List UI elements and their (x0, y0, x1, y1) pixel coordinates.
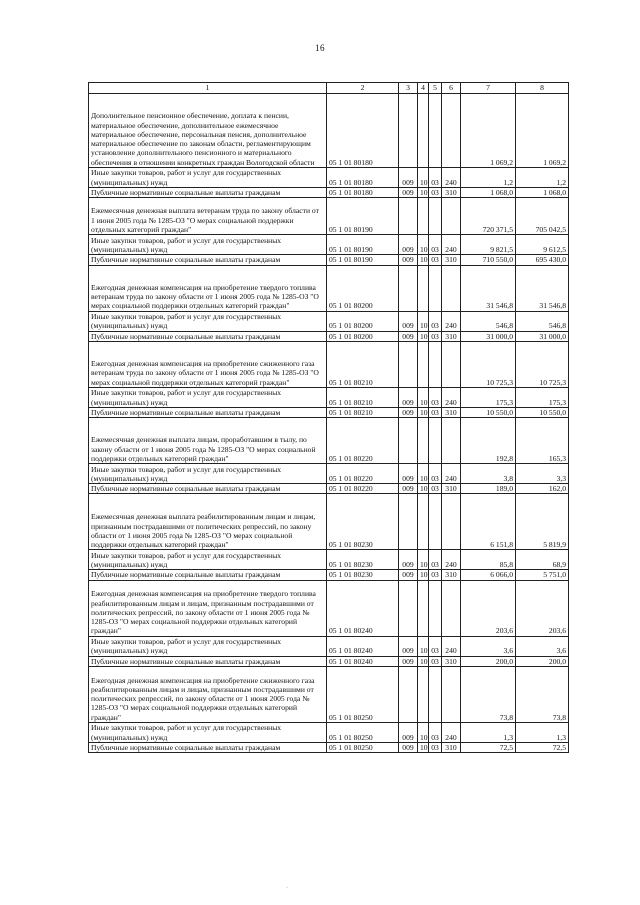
row-amount-year-1: 203,6 (461, 580, 516, 636)
row-name: Публичные нормативные социальные выплаты гражданам (89, 407, 327, 417)
row-code: 05 1 01 80230 (327, 570, 399, 580)
row-subsection (429, 494, 442, 550)
row-name: Публичные нормативные социальные выплаты гражданам (89, 255, 327, 265)
row-expense-type: 240 (442, 311, 461, 331)
row-section: 10 (418, 550, 429, 570)
row-section (418, 667, 429, 723)
row-admin-code (399, 94, 418, 168)
row-amount-year-2: 705 042,5 (516, 198, 569, 235)
row-section (418, 265, 429, 311)
row-expense-type: 310 (442, 407, 461, 417)
row-amount-year-1: 31 546,8 (461, 265, 516, 311)
row-subsection (429, 265, 442, 311)
row-amount-year-1: 3,8 (461, 464, 516, 484)
table-row (89, 743, 569, 753)
row-name: Ежегодная денежная компенсация на приобретение твердого топлива ветеранам труда по закону области от 1 июня 2005 года № 1285-ОЗ "О мерах социальной поддержки отдельных категорий граждан" (89, 265, 327, 311)
row-expense-type: 310 (442, 255, 461, 265)
row-subsection (429, 198, 442, 235)
row-name: Публичные нормативные социальные выплаты гражданам (89, 188, 327, 198)
header-col-3: 3 (399, 83, 418, 94)
row-section: 10 (418, 636, 429, 656)
row-section: 10 (418, 407, 429, 417)
row-subsection (429, 580, 442, 636)
row-admin-code: 009 (399, 168, 418, 188)
row-subsection: 03 (429, 570, 442, 580)
row-code: 05 1 01 80200 (327, 311, 399, 331)
row-section (418, 418, 429, 464)
row-code: 05 1 01 80220 (327, 418, 399, 464)
row-subsection: 03 (429, 636, 442, 656)
row-expense-type (442, 667, 461, 723)
row-name: Публичные нормативные социальные выплаты гражданам (89, 484, 327, 494)
row-amount-year-2: 1,2 (516, 168, 569, 188)
table-row (89, 341, 569, 387)
row-code: 05 1 01 80180 (327, 188, 399, 198)
row-subsection: 03 (429, 743, 442, 753)
row-admin-code (399, 418, 418, 464)
row-admin-code: 009 (399, 331, 418, 341)
row-code: 05 1 01 80190 (327, 198, 399, 235)
row-amount-year-2: 72,5 (516, 743, 569, 753)
row-section: 10 (418, 743, 429, 753)
row-amount-year-2: 162,0 (516, 484, 569, 494)
row-amount-year-2: 1,3 (516, 723, 569, 743)
header-col-6: 6 (442, 83, 461, 94)
row-name: Ежегодная денежная компенсация на приобретение сжиженного газа ветеранам труда по закону области от 1 июня 2005 года № 1285-ОЗ "О мерах социальной поддержки отдельных категорий граждан" (89, 341, 327, 387)
row-admin-code: 009 (399, 387, 418, 407)
row-section: 10 (418, 484, 429, 494)
table-row (89, 656, 569, 666)
row-amount-year-1: 10 550,0 (461, 407, 516, 417)
row-amount-year-1: 31 000,0 (461, 331, 516, 341)
row-amount-year-2: 3,3 (516, 464, 569, 484)
row-code: 05 1 01 80230 (327, 550, 399, 570)
row-expense-type: 240 (442, 723, 461, 743)
row-amount-year-1: 720 371,5 (461, 198, 516, 235)
row-amount-year-2: 200,0 (516, 656, 569, 666)
row-subsection (429, 94, 442, 168)
row-expense-type: 310 (442, 331, 461, 341)
row-admin-code (399, 198, 418, 235)
row-admin-code: 009 (399, 656, 418, 666)
table-row (89, 723, 569, 743)
header-col-1: 1 (89, 83, 327, 94)
table-row (89, 636, 569, 656)
row-subsection: 03 (429, 331, 442, 341)
row-expense-type (442, 341, 461, 387)
row-subsection: 03 (429, 656, 442, 666)
row-name: Иные закупки товаров, работ и услуг для государственных (муниципальных) нужд (89, 387, 327, 407)
row-expense-type: 240 (442, 464, 461, 484)
row-amount-year-2: 1 069,2 (516, 94, 569, 168)
row-section (418, 198, 429, 235)
row-expense-type: 240 (442, 168, 461, 188)
row-name: Иные закупки товаров, работ и услуг для государственных (муниципальных) нужд (89, 235, 327, 255)
table-row (89, 387, 569, 407)
row-section: 10 (418, 168, 429, 188)
row-code: 05 1 01 80250 (327, 723, 399, 743)
row-admin-code (399, 580, 418, 636)
row-amount-year-2: 1 068,0 (516, 188, 569, 198)
row-section: 10 (418, 387, 429, 407)
row-code: 05 1 01 80220 (327, 464, 399, 484)
row-amount-year-1: 9 821,5 (461, 235, 516, 255)
row-expense-type: 310 (442, 656, 461, 666)
row-amount-year-1: 1,2 (461, 168, 516, 188)
row-admin-code (399, 265, 418, 311)
row-admin-code: 009 (399, 570, 418, 580)
row-code: 05 1 01 80210 (327, 407, 399, 417)
row-admin-code: 009 (399, 484, 418, 494)
row-expense-type: 240 (442, 550, 461, 570)
row-admin-code (399, 494, 418, 550)
row-amount-year-2: 203,6 (516, 580, 569, 636)
row-section: 10 (418, 464, 429, 484)
row-subsection: 03 (429, 168, 442, 188)
row-name: Ежегодная денежная компенсация на приобретение твердого топлива реабилитированным лицам и лицам, признанным пострадавшими от политических репрессий, по закону области от 1 июня 2005 года № 1285-ОЗ "О мерах социальной поддержки отдельных категорий граждан" (89, 580, 327, 636)
row-amount-year-2: 10 725,3 (516, 341, 569, 387)
row-admin-code: 009 (399, 311, 418, 331)
row-code: 05 1 01 80230 (327, 494, 399, 550)
header-col-8: 8 (516, 83, 569, 94)
row-subsection: 03 (429, 311, 442, 331)
row-amount-year-2: 5 819,9 (516, 494, 569, 550)
row-amount-year-2: 175,3 (516, 387, 569, 407)
row-amount-year-1: 1 068,0 (461, 188, 516, 198)
row-admin-code: 009 (399, 636, 418, 656)
row-section (418, 341, 429, 387)
row-amount-year-2: 31 546,8 (516, 265, 569, 311)
header-col-7: 7 (461, 83, 516, 94)
row-section: 10 (418, 570, 429, 580)
row-section: 10 (418, 188, 429, 198)
row-code: 05 1 01 80250 (327, 667, 399, 723)
row-amount-year-1: 3,6 (461, 636, 516, 656)
page-number: 16 (315, 43, 325, 53)
row-subsection: 03 (429, 464, 442, 484)
row-expense-type (442, 94, 461, 168)
table-row (89, 484, 569, 494)
header-col-4: 4 (418, 83, 429, 94)
row-admin-code (399, 667, 418, 723)
row-name: Ежемесячная денежная выплата ветеранам труда по закону области от 1 июня 2005 года № 1285-ОЗ "О мерах социальной поддержки отдельных категорий граждан" (89, 198, 327, 235)
row-expense-type: 240 (442, 235, 461, 255)
row-section (418, 94, 429, 168)
row-subsection: 03 (429, 407, 442, 417)
row-section: 10 (418, 311, 429, 331)
row-admin-code: 009 (399, 550, 418, 570)
row-code: 05 1 01 80180 (327, 94, 399, 168)
row-amount-year-1: 710 550,0 (461, 255, 516, 265)
row-expense-type: 240 (442, 387, 461, 407)
table-row (89, 418, 569, 464)
table-row (89, 235, 569, 255)
row-name: Публичные нормативные социальные выплаты гражданам (89, 331, 327, 341)
row-code: 05 1 01 80190 (327, 255, 399, 265)
row-amount-year-1: 85,8 (461, 550, 516, 570)
row-name: Ежемесячная денежная выплата реабилитированным лицам и лицам, признанным пострадавшими от политических репрессий, по закону области от 1 июня 2005 года № 1285-ОЗ "О мерах социальной поддержки отдельных категорий граждан" (89, 494, 327, 550)
row-amount-year-2: 695 430,0 (516, 255, 569, 265)
row-expense-type (442, 580, 461, 636)
table-row (89, 265, 569, 311)
header-col-5: 5 (429, 83, 442, 94)
row-amount-year-2: 10 550,0 (516, 407, 569, 417)
row-subsection: 03 (429, 387, 442, 407)
row-section: 10 (418, 255, 429, 265)
row-amount-year-2: 546,8 (516, 311, 569, 331)
row-amount-year-1: 1 069,2 (461, 94, 516, 168)
row-subsection: 03 (429, 235, 442, 255)
row-admin-code: 009 (399, 188, 418, 198)
row-name: Публичные нормативные социальные выплаты гражданам (89, 743, 327, 753)
row-code: 05 1 01 80210 (327, 341, 399, 387)
row-expense-type: 310 (442, 570, 461, 580)
row-name: Иные закупки товаров, работ и услуг для государственных (муниципальных) нужд (89, 636, 327, 656)
row-code: 05 1 01 80200 (327, 331, 399, 341)
row-name: Иные закупки товаров, работ и услуг для государственных (муниципальных) нужд (89, 168, 327, 188)
row-admin-code: 009 (399, 235, 418, 255)
row-code: 05 1 01 80190 (327, 235, 399, 255)
row-name: Иные закупки товаров, работ и услуг для государственных (муниципальных) нужд (89, 464, 327, 484)
row-section (418, 580, 429, 636)
row-expense-type: 240 (442, 636, 461, 656)
row-amount-year-1: 192,8 (461, 418, 516, 464)
row-expense-type (442, 494, 461, 550)
table-row (89, 198, 569, 235)
row-amount-year-2: 68,9 (516, 550, 569, 570)
row-admin-code: 009 (399, 743, 418, 753)
row-amount-year-2: 73,8 (516, 667, 569, 723)
row-expense-type: 310 (442, 743, 461, 753)
row-amount-year-1: 200,0 (461, 656, 516, 666)
table-row (89, 331, 569, 341)
row-code: 05 1 01 80200 (327, 265, 399, 311)
row-expense-type: 310 (442, 188, 461, 198)
row-subsection (429, 418, 442, 464)
row-subsection (429, 667, 442, 723)
row-name: Ежемесячная денежная выплата лицам, проработавшим в тылу, по закону области от 1 июня 2005 года № 1285-ОЗ "О мерах социальной поддержки отдельных категорий граждан" (89, 418, 327, 464)
row-amount-year-1: 73,8 (461, 667, 516, 723)
row-amount-year-1: 6 066,0 (461, 570, 516, 580)
row-subsection: 03 (429, 723, 442, 743)
row-amount-year-2: 5 751,0 (516, 570, 569, 580)
row-name: Иные закупки товаров, работ и услуг для государственных (муниципальных) нужд (89, 550, 327, 570)
row-amount-year-2: 165,3 (516, 418, 569, 464)
row-subsection: 03 (429, 550, 442, 570)
row-subsection (429, 341, 442, 387)
row-expense-type (442, 198, 461, 235)
row-admin-code (399, 341, 418, 387)
row-name: Иные закупки товаров, работ и услуг для государственных (муниципальных) нужд (89, 311, 327, 331)
row-section: 10 (418, 235, 429, 255)
table-row (89, 570, 569, 580)
row-name: Дополнительное пенсионное обеспечение, доплата к пенсии, материальное обеспечение, дополнительное ежемесячное материальное обеспечение, персональная пенсия, дополнительное материальное обеспечение по законам области, регламентирующим установление дополнительного пенсионного и материального обеспечения в отношении конкретных граждан Вологодской области (89, 94, 327, 168)
row-name: Публичные нормативные социальные выплаты гражданам (89, 656, 327, 666)
row-name: Публичные нормативные социальные выплаты гражданам (89, 570, 327, 580)
row-code: 05 1 01 80180 (327, 168, 399, 188)
row-code: 05 1 01 80220 (327, 484, 399, 494)
row-expense-type (442, 418, 461, 464)
table-row (89, 168, 569, 188)
row-code: 05 1 01 80210 (327, 387, 399, 407)
row-amount-year-1: 189,0 (461, 484, 516, 494)
table-row (89, 464, 569, 484)
row-subsection: 03 (429, 188, 442, 198)
row-name: Иные закупки товаров, работ и услуг для государственных (муниципальных) нужд (89, 723, 327, 743)
row-admin-code: 009 (399, 464, 418, 484)
row-subsection: 03 (429, 484, 442, 494)
table-row (89, 188, 569, 198)
row-name: Ежегодная денежная компенсация на приобретение сжиженного газа реабилитированным лицам и лицам, признанным пострадавшими от политических репрессий, по закону области от 1 июня 2005 года № 1285-ОЗ "О мерах социальной поддержки отдельных категорий граждан" (89, 667, 327, 723)
table-row (89, 311, 569, 331)
row-amount-year-2: 9 612,5 (516, 235, 569, 255)
row-amount-year-1: 6 151,8 (461, 494, 516, 550)
row-section (418, 494, 429, 550)
row-subsection: 03 (429, 255, 442, 265)
row-amount-year-1: 1,3 (461, 723, 516, 743)
table-body (89, 94, 569, 753)
table-row (89, 667, 569, 723)
table-row (89, 407, 569, 417)
budget-table (88, 82, 569, 753)
table-row (89, 255, 569, 265)
header-row (89, 83, 569, 94)
row-amount-year-2: 3,6 (516, 636, 569, 656)
table-row (89, 94, 569, 168)
row-amount-year-1: 10 725,3 (461, 341, 516, 387)
row-admin-code: 009 (399, 407, 418, 417)
row-amount-year-1: 72,5 (461, 743, 516, 753)
row-code: 05 1 01 80240 (327, 656, 399, 666)
header-col-2: 2 (327, 83, 399, 94)
scan-mark: · (286, 885, 288, 891)
row-amount-year-1: 175,3 (461, 387, 516, 407)
table-row (89, 550, 569, 570)
row-admin-code: 009 (399, 255, 418, 265)
row-expense-type (442, 265, 461, 311)
table-row (89, 494, 569, 550)
row-section: 10 (418, 723, 429, 743)
table-row (89, 580, 569, 636)
row-admin-code: 009 (399, 723, 418, 743)
row-code: 05 1 01 80250 (327, 743, 399, 753)
row-expense-type: 310 (442, 484, 461, 494)
row-amount-year-2: 31 000,0 (516, 331, 569, 341)
row-code: 05 1 01 80240 (327, 580, 399, 636)
row-amount-year-1: 546,8 (461, 311, 516, 331)
row-section: 10 (418, 331, 429, 341)
row-code: 05 1 01 80240 (327, 636, 399, 656)
row-section: 10 (418, 656, 429, 666)
